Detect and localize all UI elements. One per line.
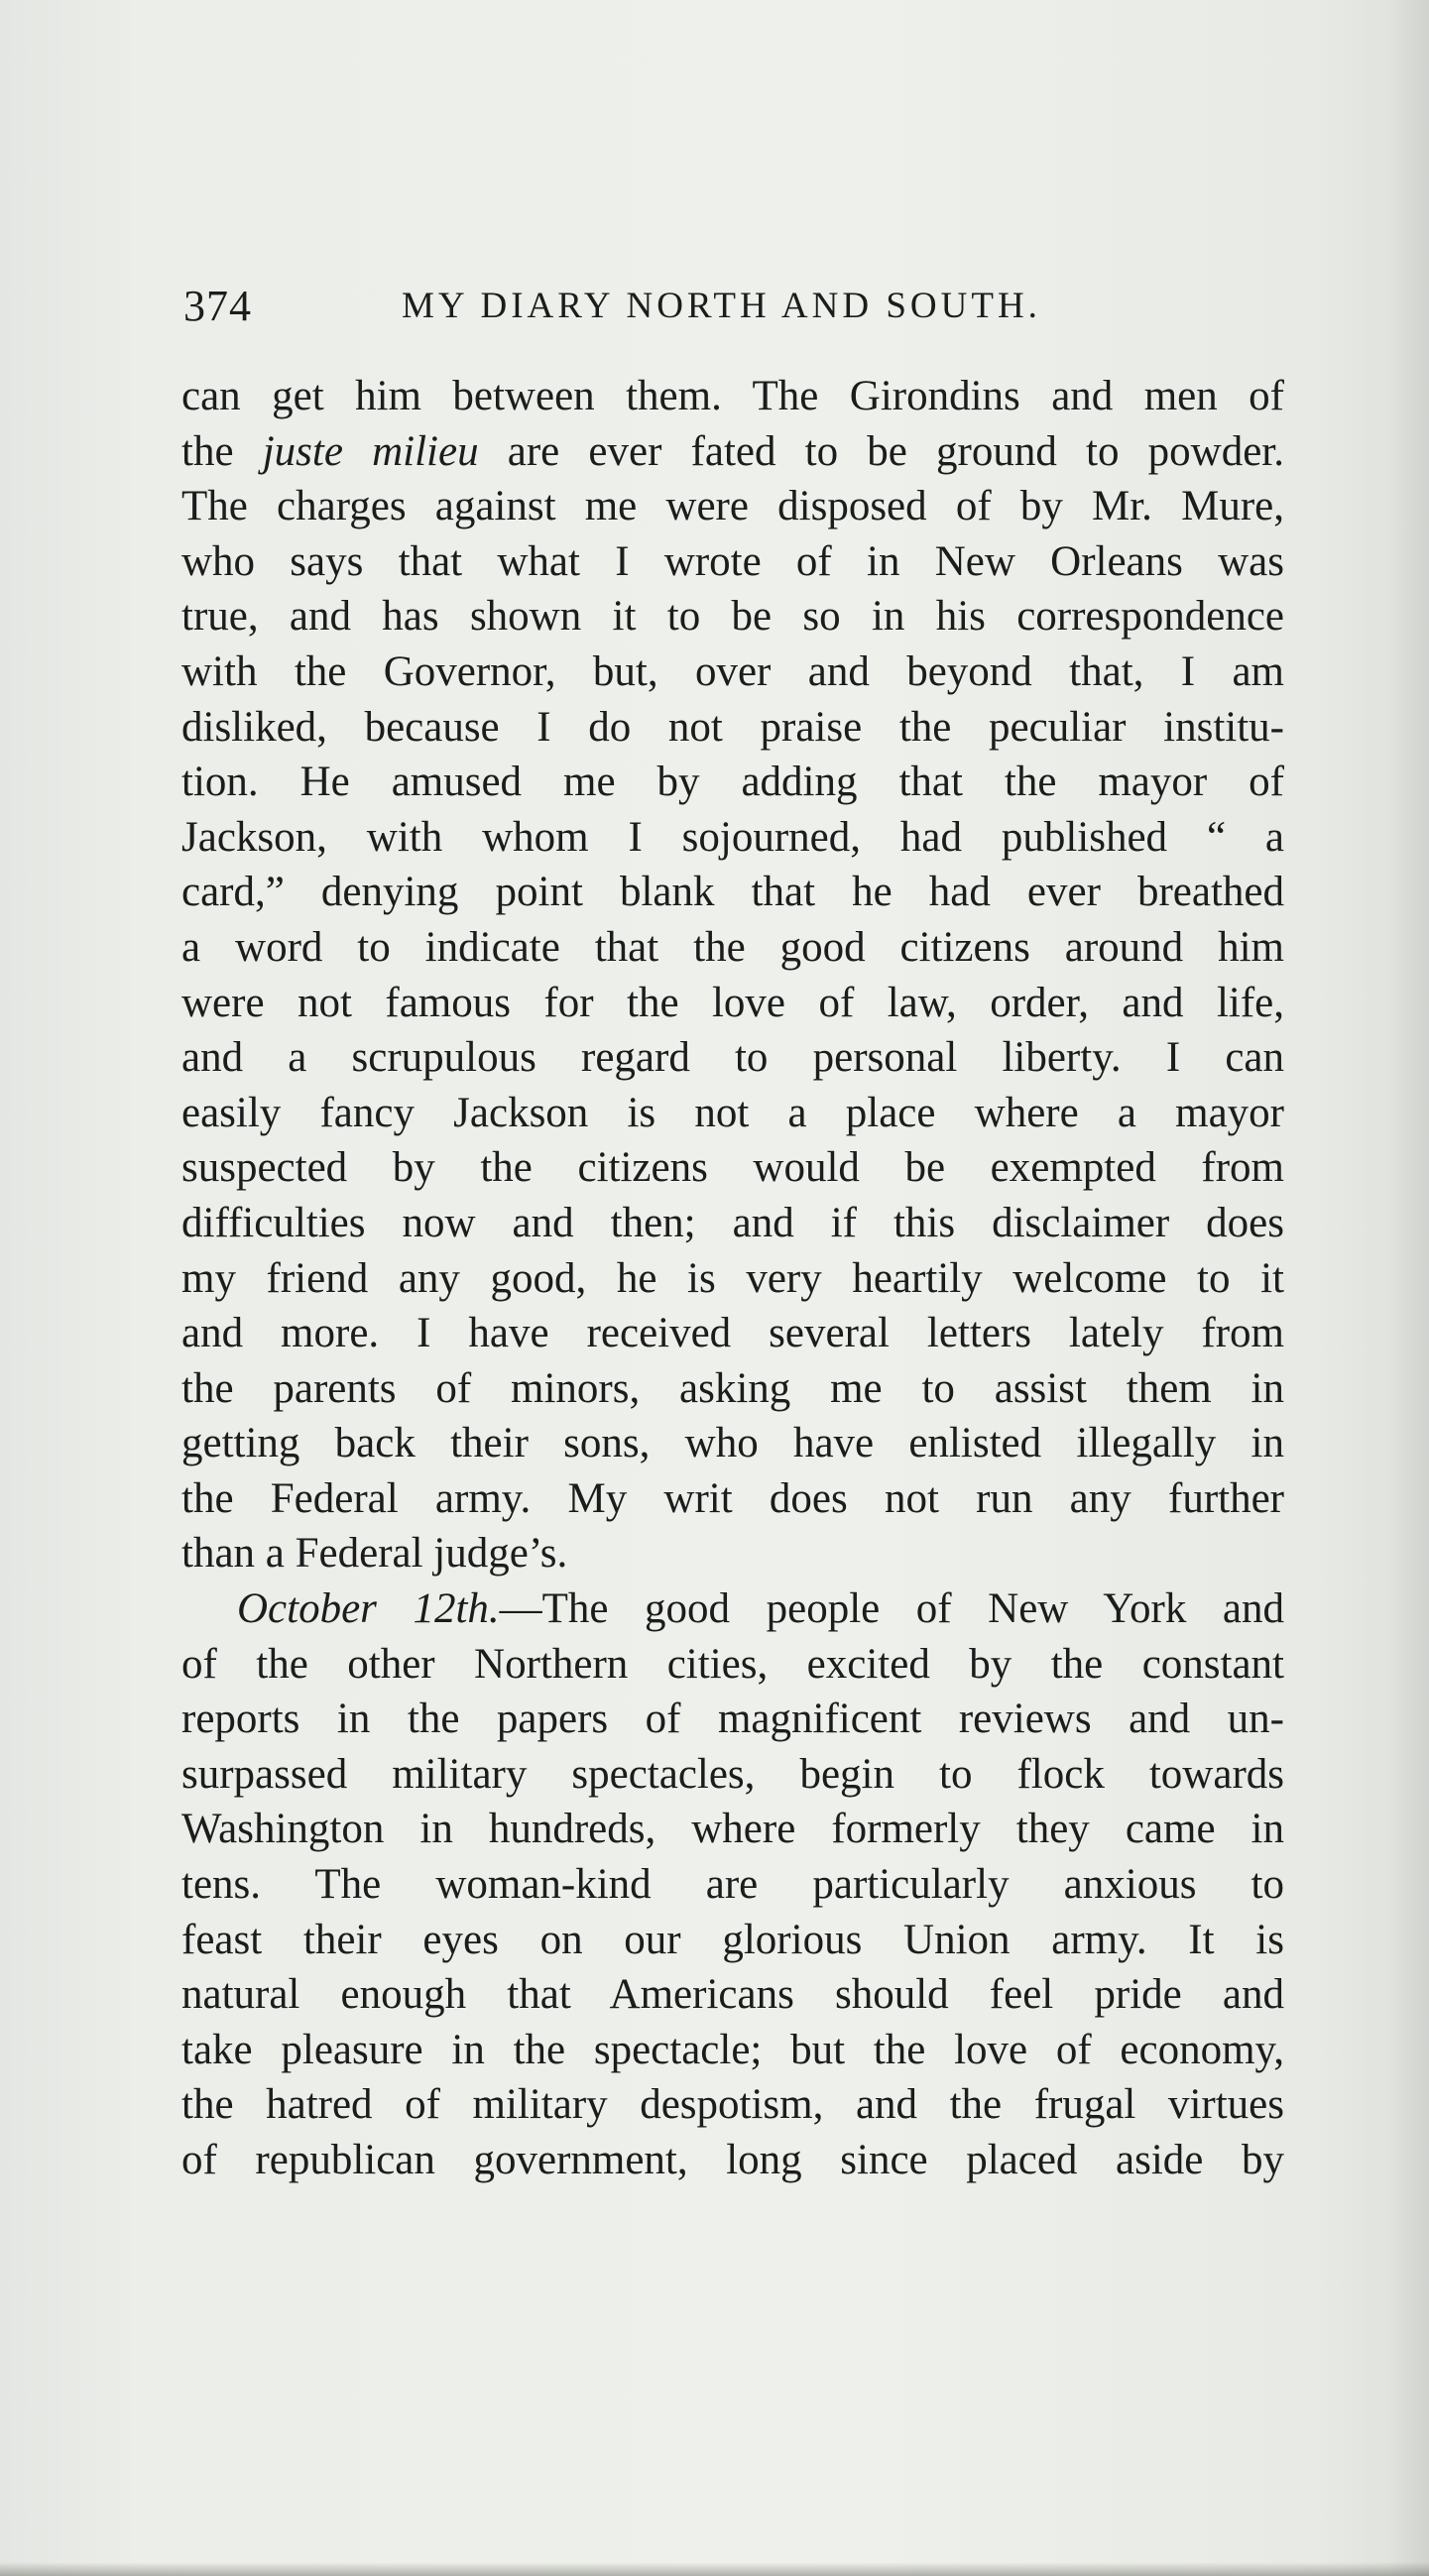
running-head: MY DIARY NORTH AND SOUTH. bbox=[402, 286, 1041, 326]
text-line: with the Governor, but, over and beyond that, I am bbox=[181, 647, 1284, 695]
text-line: difficulties now and then; and if this disclaimer does bbox=[181, 1199, 1284, 1246]
text-line: take pleasure in the spectacle; but the love of economy, bbox=[181, 2026, 1284, 2073]
text-line: Jackson, with whom I sojourned, had published “ a bbox=[181, 813, 1284, 861]
text-line: tens. The woman-kind are particularly anxious to bbox=[181, 1861, 1284, 1909]
text-line bbox=[181, 1581, 1284, 1637]
text-segment: are ever fated to be ground to powder. bbox=[478, 427, 1284, 475]
page-bottom-edge bbox=[0, 2562, 1429, 2576]
text-line: card,” denying point blank that he had ever breathed bbox=[181, 869, 1284, 916]
text-line: the hatred of military despotism, and the frugal virtues bbox=[181, 2081, 1284, 2129]
text-line: disliked, because I do not praise the peculiar institu- bbox=[181, 703, 1284, 751]
text-line: of the other Northern cities, excited by the constant bbox=[181, 1640, 1284, 1688]
text-line: reports in the papers of magnificent reviews and un- bbox=[181, 1696, 1284, 1743]
text-line: The charges against me were disposed of by Mr. Mure, bbox=[181, 483, 1284, 530]
text-line: suspected by the citizens would be exempted from bbox=[181, 1144, 1284, 1192]
text-line: who says that what I wrote of in New Orleans was bbox=[181, 537, 1284, 585]
text-line: Washington in hundreds, where formerly they came in bbox=[181, 1806, 1284, 1853]
diary-entry-date: October 12th. bbox=[237, 1585, 500, 1633]
text-line: a word to indicate that the good citizens around him bbox=[181, 923, 1284, 971]
text-line: my friend any good, he is very heartily welcome to it bbox=[181, 1254, 1284, 1302]
text-line: easily fancy Jackson is not a place where a mayor bbox=[181, 1089, 1284, 1136]
text-line: of republican government, long since placed aside by bbox=[181, 2137, 1284, 2183]
page-header bbox=[183, 281, 1284, 340]
text-line: the Federal army. My writ does not run any further bbox=[181, 1474, 1284, 1522]
text-line: the parents of minors, asking me to assist them in bbox=[181, 1364, 1284, 1412]
text-line: true, and has shown it to be so in his correspondence bbox=[181, 593, 1284, 641]
text-segment: the bbox=[181, 427, 263, 475]
page-number: 374 bbox=[183, 282, 252, 330]
body-text bbox=[181, 369, 1284, 2188]
page-edge-shadow bbox=[1389, 0, 1429, 2576]
text-segment: —The good people of New York and bbox=[499, 1585, 1284, 1633]
text-line: and more. I have received several letters lately from bbox=[181, 1310, 1284, 1357]
text-line: than a Federal judge’s. bbox=[181, 1530, 568, 1578]
text-line: getting back their sons, who have enlisted illegally in bbox=[181, 1420, 1284, 1467]
text-line bbox=[181, 424, 1284, 480]
text-line: tion. He amused me by adding that the mayor of bbox=[181, 759, 1284, 806]
text-line: were not famous for the love of law, order, and life, bbox=[181, 979, 1284, 1026]
text-line: and a scrupulous regard to personal liberty. I can bbox=[181, 1034, 1284, 1082]
italic-phrase: juste milieu bbox=[262, 427, 479, 475]
text-line: surpassed military spectacles, begin to flock towards bbox=[181, 1750, 1284, 1798]
text-line: natural enough that Americans should feel pride and bbox=[181, 1971, 1284, 2019]
text-line: can get him between them. The Girondins and men of bbox=[181, 373, 1284, 419]
text-line: feast their eyes on our glorious Union army. It is bbox=[181, 1916, 1284, 1963]
